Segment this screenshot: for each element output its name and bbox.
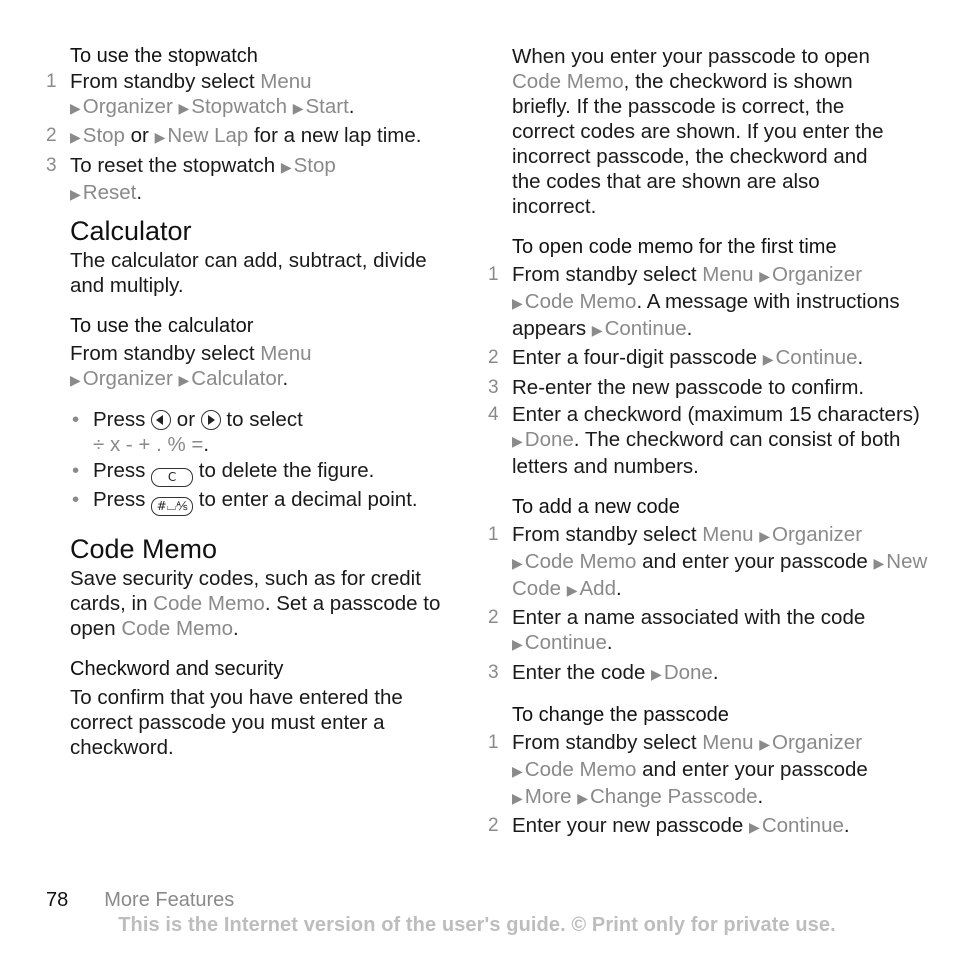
stopwatch-step-2: 2 ▶Stop or ▶New Lap for a new lap time.	[46, 124, 422, 147]
calculator-title: Calculator	[70, 216, 192, 246]
change-passcode-heading: To change the passcode	[512, 704, 729, 726]
arrow-icon: ▶	[512, 763, 523, 779]
menu-link: Menu	[260, 70, 312, 93]
change-passcode-step-2: 2 Enter your new passcode ▶Continue.	[488, 814, 850, 837]
use-calculator-heading: To use the calculator	[70, 315, 254, 337]
right-column	[488, 44, 932, 840]
calc-bullet-2: • Press C to delete the figure.	[70, 458, 465, 487]
arrow-icon: ▶	[512, 636, 523, 652]
section-name: More Features	[104, 889, 235, 911]
arrow-icon: ▶	[154, 129, 166, 145]
arrow-icon: ▶	[762, 351, 774, 367]
stopwatch-step-1: 1 From standby select Menu ▶Organizer ▶Stopwatch ▶Start.	[46, 70, 355, 118]
arrow-icon: ▶	[70, 372, 81, 388]
arrow-icon: ▶	[178, 100, 190, 116]
arrow-icon: ▶	[512, 555, 523, 571]
arrow-icon: ▶	[512, 295, 523, 311]
first-time-step-1: 1 From standby select Menu ▶Organizer ▶Code Memo. A message with instructions appears ▶Continue.	[488, 263, 900, 340]
code-memo-intro: Save security codes, such as for credit cards, in Code Memo. Set a passcode to open Code Memo.	[70, 567, 441, 640]
checkword-text: To confirm that you have entered the correct passcode you must enter a checkword.	[70, 686, 403, 759]
change-passcode-step-1: 1 From standby select Menu ▶Organizer ▶Code Memo and enter your passcode ▶More ▶Change Passcode.	[488, 731, 868, 808]
page-number: 78	[46, 889, 69, 911]
arrow-icon: ▶	[759, 268, 771, 284]
first-time-step-2: 2 Enter a four-digit passcode ▶Continue.	[488, 346, 864, 369]
checkword-heading: Checkword and security	[70, 658, 284, 680]
first-time-heading: To open code memo for the first time	[512, 236, 837, 258]
arrow-icon: ▶	[759, 736, 771, 752]
calc-bullet-1: • Press or to select ÷ x - + . % =.	[72, 408, 303, 456]
arrow-icon: ▶	[512, 790, 523, 806]
use-calculator-text: From standby select Menu ▶Organizer ▶Calculator.	[70, 342, 312, 390]
stopwatch-step-3: 3 To reset the stopwatch ▶Stop ▶Reset.	[46, 154, 336, 204]
add-code-heading: To add a new code	[512, 496, 680, 518]
arrow-icon: ▶	[591, 322, 603, 338]
calc-symbols: ÷ x - + . % =	[93, 433, 204, 456]
arrow-icon: ▶	[873, 555, 885, 571]
calculator-intro: The calculator can add, subtract, divide and multiply.	[70, 249, 427, 297]
arrow-icon: ▶	[577, 790, 588, 806]
arrow-icon: ▶	[280, 159, 292, 175]
navigate-left-key-icon	[151, 410, 171, 430]
arrow-icon: ▶	[70, 186, 81, 202]
first-time-step-4: 4 Enter a checkword (maximum 15 characters) ▶Done. The checkword can consist of both letters and numbers.	[488, 403, 920, 478]
add-code-step-3: 3 Enter the code ▶Done.	[488, 661, 719, 684]
stopwatch-heading: To use the stopwatch	[70, 45, 258, 67]
left-column	[46, 44, 465, 760]
hash-key-icon: #⌴⅍	[151, 497, 193, 516]
add-code-step-1: 1 From standby select Menu ▶Organizer ▶Code Memo and enter your passcode ▶New Code ▶Add.	[488, 523, 928, 600]
first-time-step-3: 3 Re-enter the new passcode to confirm.	[488, 376, 865, 399]
arrow-icon: ▶	[70, 100, 81, 116]
code-memo-title: Code Memo	[70, 534, 218, 564]
arrow-icon: ▶	[566, 582, 578, 598]
arrow-icon: ▶	[178, 372, 190, 388]
add-code-step-2: 2 Enter a name associated with the code ▶Continue.	[488, 606, 866, 654]
arrow-icon: ▶	[749, 819, 760, 835]
clear-key-icon: C	[151, 468, 193, 487]
arrow-icon: ▶	[70, 129, 81, 145]
arrow-icon: ▶	[292, 100, 304, 116]
arrow-icon: ▶	[759, 528, 771, 544]
arrow-icon: ▶	[512, 433, 523, 449]
page-footer	[46, 889, 234, 912]
disclaimer: This is the Internet version of the user's guide. © Print only for private use.	[118, 914, 836, 936]
code-memo-passcode-intro: When you enter your passcode to open Code Memo, the checkword is shown briefly. If the passcode is correct, the correct codes are shown. If you enter the incorrect passcode, the checkword and the codes that are shown are also incorrect.	[512, 45, 884, 218]
calc-bullet-3: • Press #⌴⅍ to enter a decimal point.	[70, 487, 465, 516]
navigate-right-key-icon	[201, 410, 221, 430]
arrow-icon: ▶	[651, 666, 662, 682]
